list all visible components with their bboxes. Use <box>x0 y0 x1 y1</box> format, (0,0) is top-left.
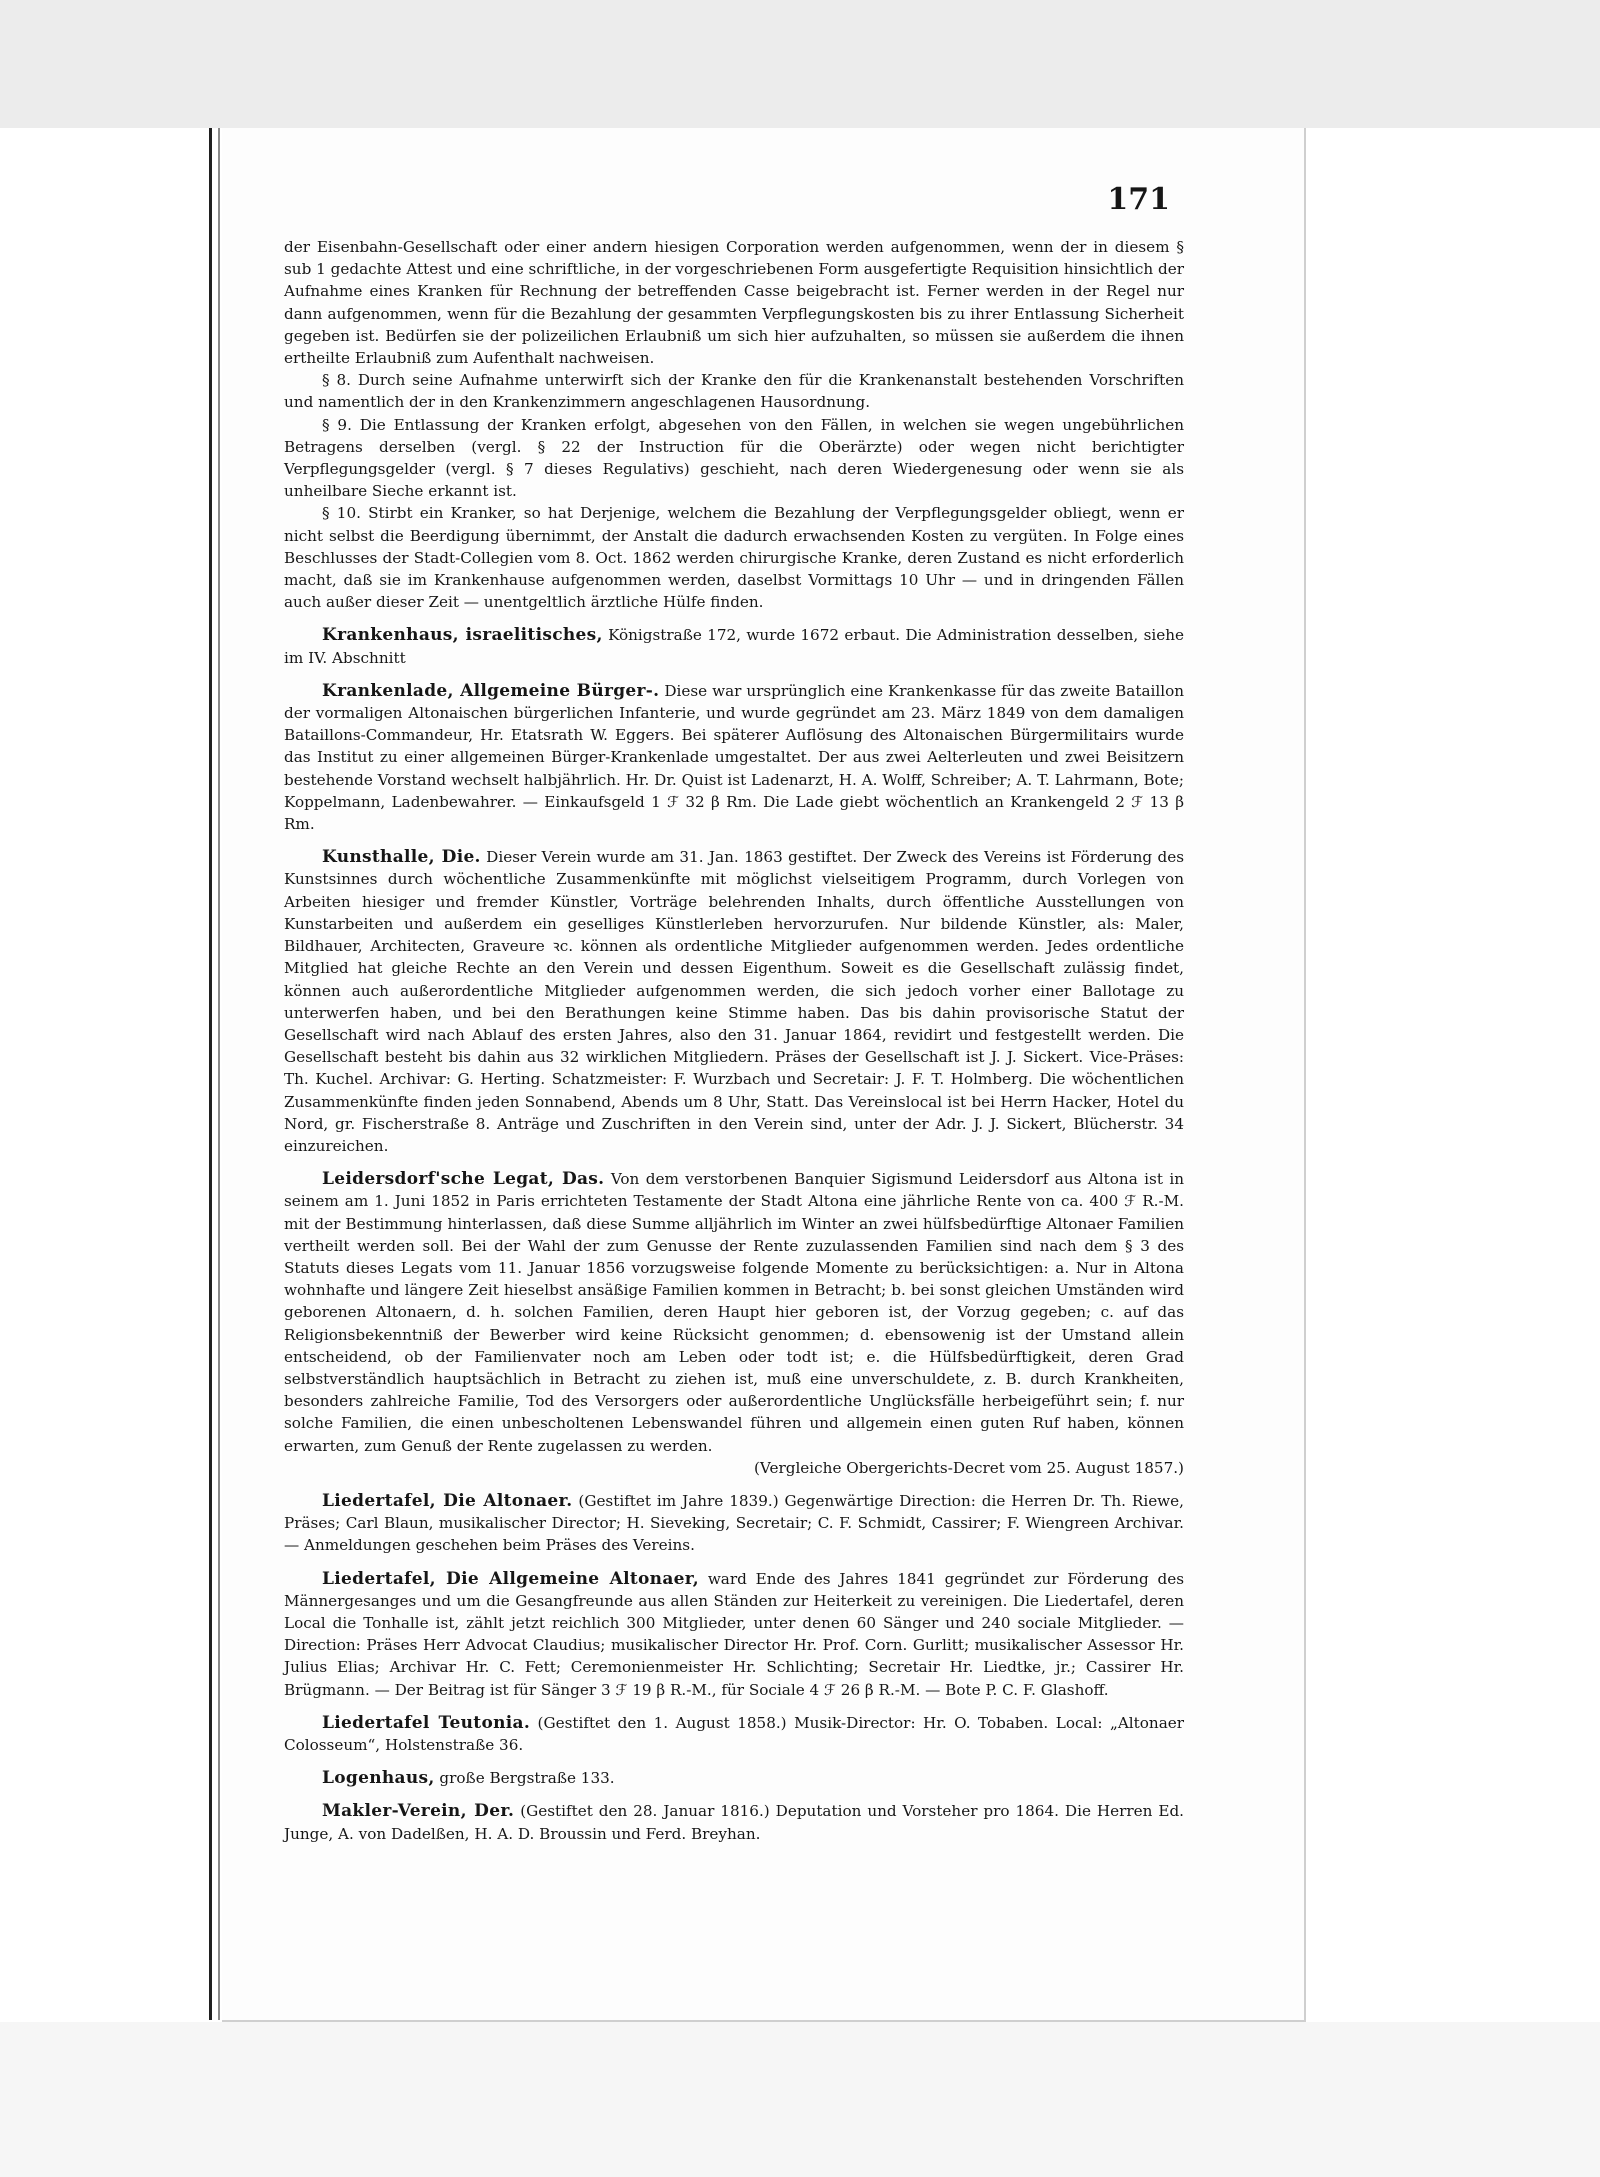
entry-heading: Krankenlade, Allgemeine Bürger-. <box>322 680 660 701</box>
paragraph-section-8: § 8. Durch seine Aufnahme unterwirft sich der Kranke den für die Krankenanstalt bestehenden Vorschriften und namentlich der in den Krankenzimmern angeschlagenen Hausordnung. <box>284 371 1184 412</box>
entry-body: (Gestiftet den 28. Januar 1816.) Deputation und Vorsteher pro 1864. Die Herren Ed. Junge, A. von Dadelßen, H. A. D. Broussin und Ferd. Breyhan. <box>284 1802 1185 1843</box>
entry-heading: Logenhaus, <box>322 1768 435 1789</box>
entry-heading: Liedertafel Teutonia. <box>322 1712 531 1733</box>
entry-liedertafel-allgemeine <box>284 1568 1184 1701</box>
entry-body: Diese war ursprünglich eine Krankenkasse für das zweite Bataillon der vormaligen Altonaischen bürgerlichen Infanterie, und wurde gegründet am 23. März 1849 von dem damaligen Bataillons-Commandeur, Hr. Etatsrath W. Eggers. Bei späterer Auflösung des Altonaischen Bürgermilitairs wurde das Institut zu einer allgemeinen Bürger-Krankenlade umgestaltet. Der aus zwei Aelterleuten und zwei Beisitzern bestehende Vorstand wechselt halbjährlich. Hr. Dr. Quist ist Ladenarzt, H. A. Wolff, Schreiber; A. T. Lahrmann, Bote; Koppelmann, Ladenbewahrer. — Einkaufsgeld 1 ℱ 32 β Rm. Die Lade giebt wöchentlich an Krankengeld 2 ℱ 13 β Rm. <box>284 681 1185 834</box>
entry-krankenhaus-israelitisches <box>284 624 1184 668</box>
entry-body: (Gestiftet den 1. August 1858.) Musik-Director: Hr. O. Tobaben. Local: „Altonaer Colosseum“, Holstenstraße 36. <box>284 1713 1184 1754</box>
paragraph-continuation: der Eisenbahn-Gesellschaft oder einer andern hiesigen Corporation werden aufgenommen, wenn der in diesem § sub 1 gedachte Attest und eine schriftliche, in der vorgeschriebenen Form ausgefertigte Requisition hinsichtlich der Aufnahme eines Kranken für Rechnung der betreffenden Casse beigebracht ist. Ferner werden in der Regel nur dann aufgenommen, wenn für die Bezahlung der gesammten Verpflegungskosten bis zu ihrer Entlassung Sicherheit gegeben ist. Bedürfen sie der polizeilichen Erlaubniß um sich hier aufzuhalten, so müssen sie außerdem die ihnen ertheilte Erlaubniß zum Aufenthalt nachweisen. <box>284 238 1184 368</box>
entry-body: Dieser Verein wurde am 31. Jan. 1863 gestiftet. Der Zweck des Vereins ist Förderung des Kunstsinnes durch wöchentliche Zusammenkünfte mit möglichst vielseitigem Programm, durch Vorlegen von Arbeiten hiesiger und fremder Künstler, Vorträge belehrenden Inhalts, durch öffentliche Ausstellungen von Kunstarbeiten und außerdem ein geselliges Künstlerleben hervorzurufen. Nur bildende Künstler, als: Maler, Bildhauer, Architecten, Graveure ꝛc. können als ordentliche Mitglieder aufgenommen werden. Jedes ordentliche Mitglied hat gleiche Rechte an den Verein und dessen Eigenthum. Soweit es die Gesellschaft zulässig findet, können auch außerordentliche Mitglieder aufgenommen werden, die sich jedoch vorher einer Ballotage zu unterwerfen haben, und bei den Berathungen keine Stimme haben. Das bis dahin provisorische Statut der Gesellschaft wird nach Ablauf des ersten Jahres, also den 31. Januar 1864, revidirt und festgestellt werden. Die Gesellschaft besteht bis dahin aus 32 wirklichen Mitgliedern. Präses der Gesellschaft ist J. J. Sickert. Vice-Präses: Th. Kuchel. Archivar: G. Herting. Schatzmeister: F. Wurzbach und Secretair: J. F. T. Holmberg. Die wöchentlichen Zusammenkünfte finden jeden Sonnabend, Abends um 8 Uhr, Statt. Das Vereinslocal ist bei Herrn Hacker, Hotel du Nord, gr. Fischerstraße 8. Anträge und Zuschriften in den Verein sind, unter der Adr. J. J. Sickert, Blücherstr. 34 einzureichen. <box>284 848 1184 1155</box>
paragraph-section-9: § 9. Die Entlassung der Kranken erfolgt, abgesehen von den Fällen, in welchen sie wegen ungebührlichen Betragens derselben (vergl. § 22 der Instruction für die Oberärzte) oder wegen nicht berichtigter Verpflegungsgelder (vergl. § 7 dieses Regulativs) geschieht, nach deren Wiedergenesung oder wenn sie als unheilbare Sieche erkannt ist. <box>284 415 1184 501</box>
entry-makler-verein <box>284 1800 1184 1844</box>
entry-leidersdorf-legat <box>284 1168 1184 1457</box>
entry-heading: Kunsthalle, Die. <box>322 847 481 868</box>
page-text <box>284 236 1184 1845</box>
scan-left-margin <box>0 128 205 2028</box>
entry-heading: Leidersdorf'sche Legat, Das. <box>322 1169 605 1190</box>
entry-heading: Makler-Verein, Der. <box>322 1801 515 1822</box>
page-number: 171 <box>1107 182 1170 217</box>
entry-liedertafel-altonaer <box>284 1490 1184 1557</box>
entry-heading: Krankenhaus, israelitisches, <box>322 625 603 646</box>
entry-body: Von dem verstorbenen Banquier Sigismund Leidersdorf aus Altona ist in seinem am 1. Juni 1852 in Paris errichteten Testamente der Stadt Altona eine jährliche Rente von ca. 400 ℱ R.-M. mit der Bestimmung hinterlassen, daß diese Summe alljährlich im Winter an zwei hülfsbedürftige Altonaer Familien vertheilt werden soll. Bei der Wahl der zum Genusse der Rente zuzulassenden Familien sind nach dem § 3 des Statuts dieses Legats vom 11. Januar 1856 vorzugsweise folgende Momente zu berücksichtigen: a. Nur in Altona wohnhafte und längere Zeit hieselbst ansäßige Familien kommen in Betracht; b. bei sonst gleichen Umständen wird geborenen Altonaern, d. h. solchen Familien, deren Haupt hier geboren ist, der Vorzug gegeben; c. auf das Religionsbekenntniß der Bewerber wird keine Rücksicht genommen; d. ebensowenig ist der Umstand allein entscheidend, ob der Familienvater noch am Leben oder todt ist; e. die Hülfsbedürftigkeit, deren Grad selbstverständlich hauptsächlich in Betracht zu ziehen ist, muß eine unverschuldete, z. B. durch Krankheiten, besonders zahlreiche Familie, Tod des Versorgers oder außerordentliche Unglücksfälle herbeigeführt sein; f. nur solche Familien, die einen unbescholtenen Lebenswandel führen und allgemein einen guten Ruf haben, können erwarten, zum Genuß der Rente zugelassen zu werden. <box>284 1170 1185 1455</box>
entry-body: große Bergstraße 133. <box>439 1769 615 1788</box>
scan-top-margin <box>0 0 1600 128</box>
entry-body: ward Ende des Jahres 1841 gegründet zur Förderung des Männergesanges und um die Gesangfreunde aus allen Ständen zur Heiterkeit zu vereinigen. Die Liedertafel, deren Local die Tonhalle ist, zählt jetzt reichlich 300 Mitglieder, unter denen 60 Sänger und 240 sociale Mitglieder. — Direction: Präses Herr Advocat Claudius; musikalischer Director Hr. Prof. Corn. Gurlitt; musikalischer Assessor Hr. Julius Elias; Archivar Hr. C. Fett; Ceremonienmeister Hr. Schlichting; Secretair Hr. Liedtke, jr.; Cassirer Hr. Brügmann. — Der Beitrag ist für Sänger 3 ℱ 19 β R.-M., für Sociale 4 ℱ 26 β R.-M. — Bote P. C. F. Glashoff. <box>284 1569 1185 1699</box>
entry-heading: Liedertafel, Die Altonaer. <box>322 1490 573 1511</box>
book-binding-shadow <box>218 128 220 2020</box>
entry-note: (Vergleiche Obergerichts-Decret vom 25. August 1857.) <box>753 1458 1184 1477</box>
entry-krankenlade <box>284 680 1184 835</box>
entry-heading: Liedertafel, Die Allgemeine Altonaer, <box>322 1568 699 1589</box>
book-binding-edge <box>209 128 212 2020</box>
paragraph-section-10: § 10. Stirbt ein Kranker, so hat Derjenige, welchem die Bezahlung der Verpflegungsgelder obliegt, wenn er nicht selbst die Beerdigung übernimmt, der Anstalt die dadurch erwachsenden Kosten zu vergüten. In Folge eines Beschlusses der Stadt-Collegien vom 8. Oct. 1862 werden chirurgische Kranke, deren Zustand es nicht erforderlich macht, daß sie im Krankenhause aufgenommen werden, daselbst Vormittags 10 Uhr — und in dringenden Fällen auch außer dieser Zeit — unentgeltlich ärztliche Hülfe finden. <box>284 504 1184 612</box>
entry-liedertafel-teutonia <box>284 1712 1184 1756</box>
scan-bottom-margin <box>0 2022 1600 2177</box>
entry-kunsthalle <box>284 846 1184 1157</box>
entry-body: Königstraße 172, wurde 1672 erbaut. Die Administration desselben, siehe im IV. Abschnitt <box>284 626 1184 667</box>
entry-body: (Gestiftet im Jahre 1839.) Gegenwärtige Direction: die Herren Dr. Th. Riewe, Präses; Carl Blaun, musikalischer Director; H. Sieveking, Secretair; C. F. Schmidt, Cassirer; F. Wiengreen Archivar. — Anmeldungen geschehen beim Präses des Vereins. <box>284 1491 1184 1555</box>
entry-logenhaus <box>284 1767 1184 1789</box>
